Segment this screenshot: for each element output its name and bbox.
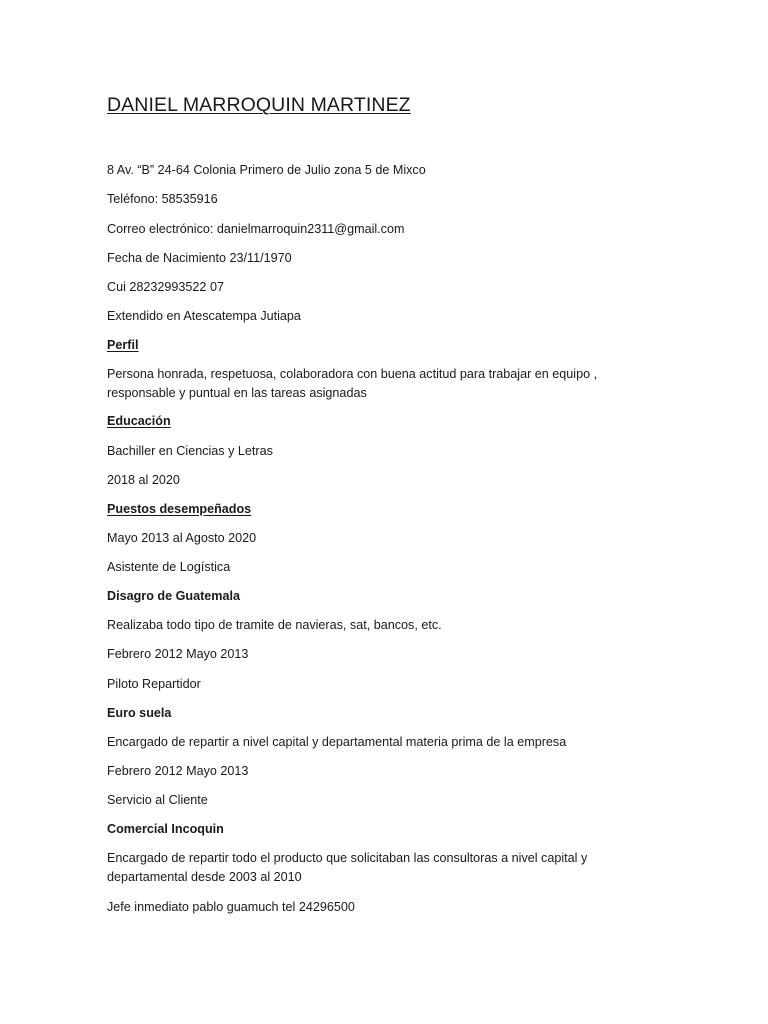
job-period: Febrero 2012 Mayo 2013 bbox=[107, 647, 249, 661]
job-description: Realizaba todo tipo de tramite de navieras, sat, bancos, etc. bbox=[107, 618, 442, 632]
job-role: Servicio al Cliente bbox=[107, 793, 208, 807]
profile-text-line-1: Persona honrada, respetuosa, colaboradora con buena actitud para trabajar en equipo , bbox=[107, 367, 598, 381]
job-company: Euro suela bbox=[107, 706, 172, 720]
job-company: Disagro de Guatemala bbox=[107, 589, 240, 603]
education-years: 2018 al 2020 bbox=[107, 473, 180, 487]
job-role: Piloto Repartidor bbox=[107, 677, 201, 691]
job-description: Encargado de repartir a nivel capital y departamental materia prima de la empresa bbox=[107, 735, 567, 749]
education-heading: Educación bbox=[107, 414, 171, 428]
jobs-heading: Puestos desempeñados bbox=[107, 502, 252, 516]
job-role: Asistente de Logística bbox=[107, 560, 231, 574]
job-description-line-2: departamental desde 2003 al 2010 bbox=[107, 870, 302, 884]
issued-line: Extendido en Atescatempa Jutiapa bbox=[107, 309, 301, 323]
education-degree: Bachiller en Ciencias y Letras bbox=[107, 444, 273, 458]
reference-line: Jefe inmediato pablo guamuch tel 24296500 bbox=[107, 900, 355, 914]
profile-text-line-2: responsable y puntual en las tareas asignadas bbox=[107, 386, 367, 400]
job-period: Febrero 2012 Mayo 2013 bbox=[107, 764, 249, 778]
page-title: DANIEL MARROQUIN MARTINEZ bbox=[107, 94, 411, 116]
profile-heading: Perfil bbox=[107, 338, 139, 352]
birth-date-line: Fecha de Nacimiento 23/11/1970 bbox=[107, 251, 292, 265]
cui-line: Cui 28232993522 07 bbox=[107, 280, 224, 294]
job-period: Mayo 2013 al Agosto 2020 bbox=[107, 531, 257, 545]
job-description-line-1: Encargado de repartir todo el producto que solicitaban las consultoras a nivel capital y bbox=[107, 851, 588, 865]
email-line: Correo electrónico: danielmarroquin2311@gmail.com bbox=[107, 222, 405, 236]
phone-line: Teléfono: 58535916 bbox=[107, 192, 218, 206]
job-company: Comercial Incoquin bbox=[107, 822, 224, 836]
address-line: 8 Av. “B” 24-64 Colonia Primero de Julio zona 5 de Mixco bbox=[107, 163, 426, 177]
